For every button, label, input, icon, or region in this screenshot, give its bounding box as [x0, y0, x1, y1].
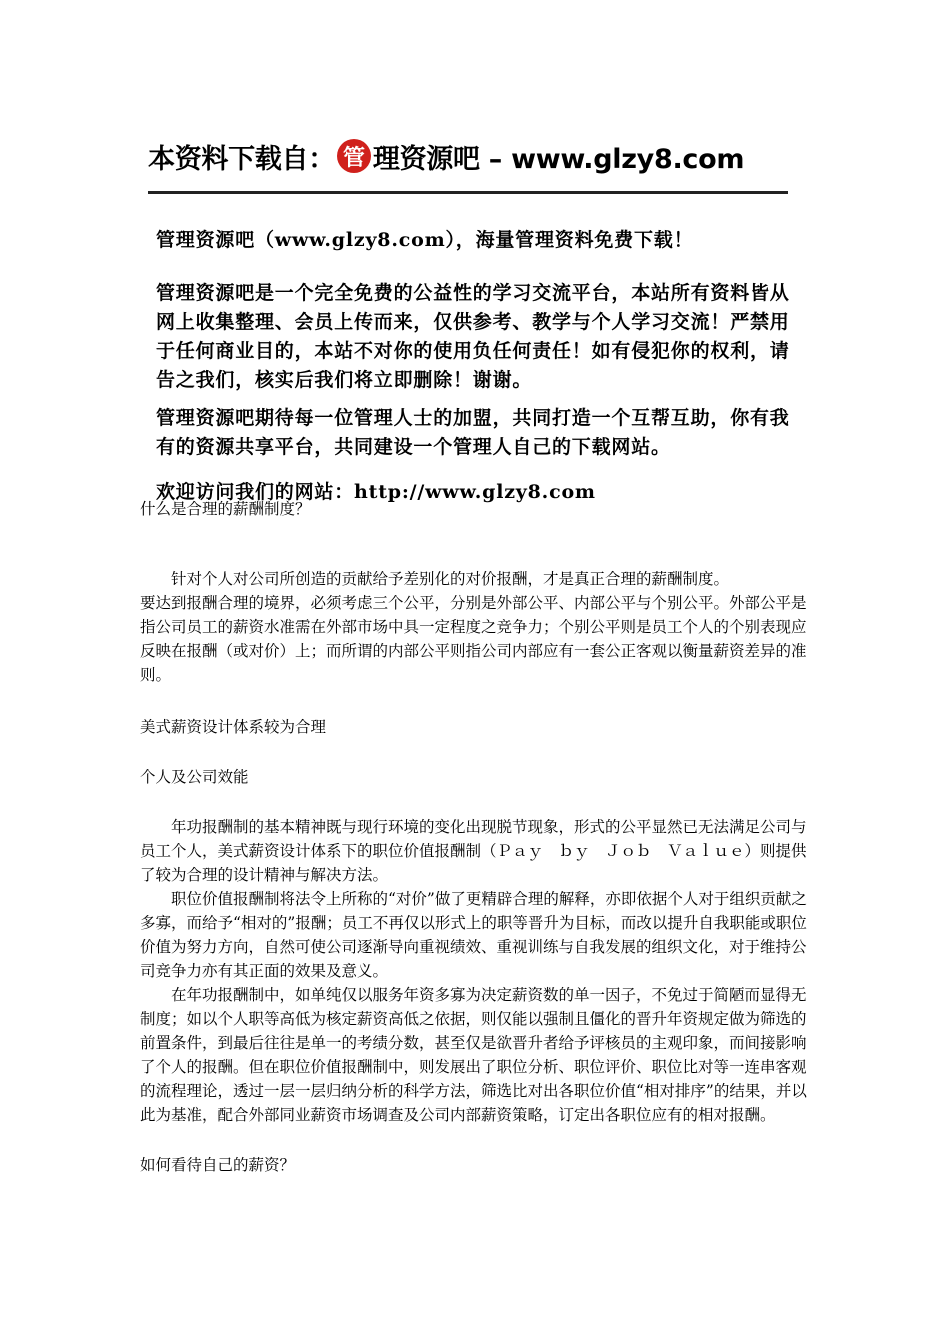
banner-divider [148, 191, 788, 194]
source-banner [148, 132, 790, 503]
section-heading: 如何看待自己的薪资？ [140, 1156, 296, 1174]
banner-invitation: 管理资源吧期待每一位管理人士的加盟，共同打造一个互帮互助，你有我有的资源共享平台，共同建设一个管理人自己的下载网站。 [156, 407, 790, 458]
section-heading: 美式薪资设计体系较为合理 [140, 718, 327, 736]
section-heading: 什么是合理的薪酬制度？ [140, 500, 311, 518]
body-paragraph: 在年功报酬制中，如单纯仅以服务年资多寡为决定薪资数的单一因子，不免过于简陋而显得无制度；如以个人职等高低为核定薪资高低之依据，则仅能以强制且僵化的晋升年资规定做为筛选的前置条件，到最后往往是单一的考绩分数，甚至仅是欲晋升者给予评核员的主观印象，而间接影响了个人的报酬。但在职位价值报酬制中，则发展出了职位分析、职位评价、职位比对等一连串客观的流程理论，透过一层一层归纳分析的科学方法，筛选比对出各职位价值“相对排序”的结果，并以此为基准，配合外部同业薪资市场调查及公司内部薪资策略，订定出各职位应有的相对报酬。 [140, 986, 807, 1124]
banner-title-prefix: 本资料下载自： [148, 143, 335, 175]
body-paragraph: 要达到报酬合理的境界，必须考虑三个公平，分别是外部公平、内部公平与个别公平。外部公平是指公司员工的薪资水准需在外部市场中具一定程度之竞争力；个别公平则是员工个人的个别表现应反映在报酬（或对价）上；而所谓的内部公平则指公司内部应有一套公正客观以衡量薪资差异的准则。 [140, 594, 807, 684]
section-heading: 个人及公司效能 [140, 768, 249, 786]
banner-tagline: 管理资源吧（www.glzy8.com），海量管理资料免费下载！ [156, 229, 694, 251]
body-paragraph: 针对个人对公司所创造的贡献给予差别化的对价报酬，才是真正合理的薪酬制度。 [171, 570, 730, 588]
banner-welcome: 欢迎访问我们的网站：http://www.glzy8.com [156, 481, 596, 503]
site-logo-badge: 管 [337, 139, 371, 173]
document-body [140, 497, 812, 1177]
banner-disclaimer: 管理资源吧是一个完全免费的公益性的学习交流平台，本站所有资料皆从网上收集整理、会员上传而来，仅供参考、教学与个人学习交流！严禁用于任何商业目的，本站不对你的使用负任何责任！如有侵犯你的权利，请告之我们，核实后我们将立即删除！谢谢。 [156, 282, 790, 391]
body-paragraph: 年功报酬制的基本精神既与现行环境的变化出现脱节现象，形式的公平显然已无法满足公司与员工个人，美式薪资设计体系下的职位价值报酬制（Ｐａｙ ｂｙ Ｊｏｂ Ｖａｌｕｅ）则提供了较为合理的设计精神与解决方法。 [140, 818, 807, 884]
banner-title-suffix: 理资源吧 – www.glzy8.com [372, 143, 745, 175]
body-paragraph: 职位价值报酬制将法令上所称的“对价”做了更精辟合理的解释，亦即依据个人对于组织贡献之多寡，而给予“相对的”报酬；员工不再仅以形式上的职等晋升为目标，而改以提升自我职能或职位价值为努力方向，自然可使公司逐渐导向重视绩效、重视训练与自我发展的组织文化，对于维持公司竞争力亦有其正面的效果及意义。 [140, 890, 807, 980]
banner-title [148, 132, 788, 180]
